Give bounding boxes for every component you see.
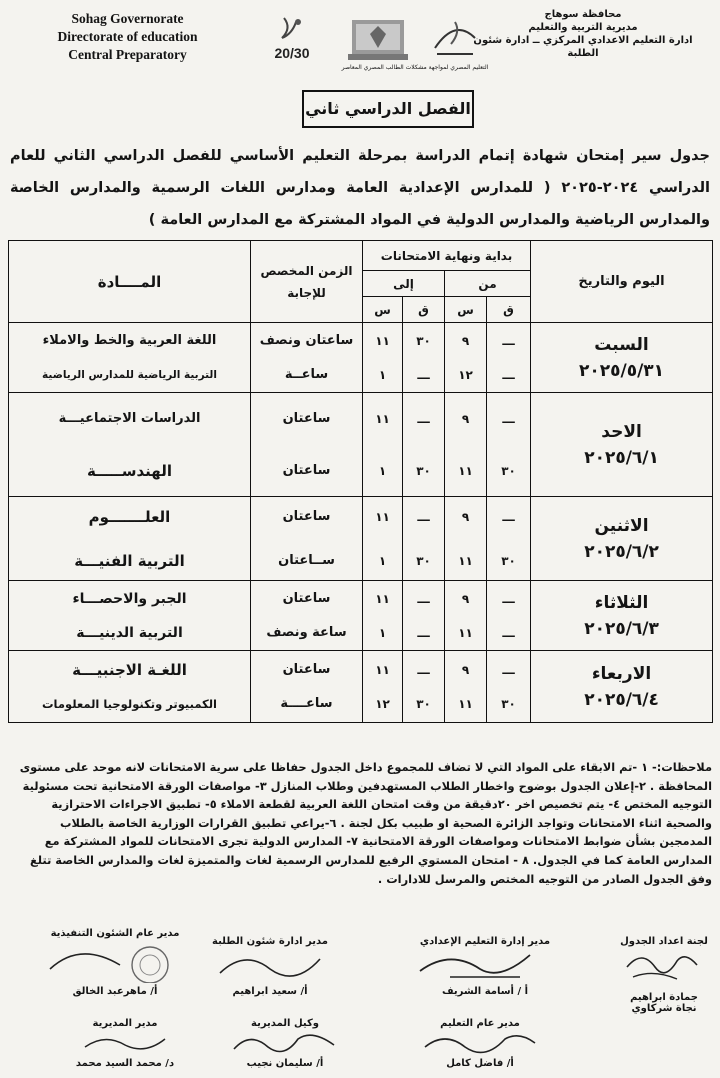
- signature-committee: [614, 936, 714, 1014]
- header-line: محافظة سوهاج: [544, 9, 622, 20]
- signature-name: جمادة ابراهيم: [630, 992, 698, 1003]
- egypt-eagle-logo: [338, 10, 418, 66]
- from-hour: ٩: [461, 333, 470, 348]
- from-minute: ٣٠: [501, 553, 516, 568]
- from-hour: ١١: [458, 696, 473, 711]
- day-date-cell: [531, 323, 713, 393]
- exam-date: ٢٠٢٥/٦/١: [584, 447, 659, 468]
- table-row: [9, 651, 713, 723]
- exam-date: ٢٠٢٥/٦/٣: [584, 618, 659, 639]
- subject: الجبر والاحصـــاء: [72, 590, 187, 607]
- header-line: Central Preparatory: [68, 47, 187, 62]
- to-hour: ١: [378, 367, 387, 382]
- to-hour: ١١: [375, 411, 390, 426]
- from-hour: ١١: [458, 463, 473, 478]
- handwritten-signature: [619, 947, 709, 985]
- duration: ساعتان: [282, 661, 331, 677]
- official-seal: [40, 939, 190, 983]
- handwritten-signature: [220, 1029, 350, 1055]
- to-minute: ـــ: [417, 367, 430, 382]
- day-name: السبت: [594, 334, 649, 355]
- header-line: ادارة التعليم الاعدادي المركزي ــ ادارة شئون الطلبة: [473, 35, 693, 59]
- to-hour: ١١: [375, 333, 390, 348]
- signature-title: مدير إدارة التعليم الإعدادي: [419, 936, 551, 947]
- signature-title: مدير ادارة شئون الطلبة: [212, 936, 328, 947]
- duration: ساعتان: [282, 410, 331, 426]
- to-minute: ـــ: [417, 591, 430, 606]
- header-english-block: [20, 10, 235, 64]
- subject: التربية الرياضية للمدارس الرياضية: [42, 368, 217, 381]
- to-minute: ٣٠: [416, 553, 431, 568]
- header-line: Directorate of education: [57, 29, 198, 44]
- day-date-cell: [531, 651, 713, 723]
- to-hour: ١: [378, 553, 387, 568]
- subject: الهندســـــة: [87, 461, 172, 480]
- table-row: [9, 581, 713, 651]
- from-minute: ـــ: [502, 591, 515, 606]
- signature-name: نجاة شركاوي: [631, 1003, 697, 1014]
- to-minute: ـــ: [417, 662, 430, 677]
- signature-title: مدير المديرية: [92, 1018, 158, 1029]
- from-minute: ٣٠: [501, 696, 516, 711]
- duration: ساعتان ونصف: [259, 332, 354, 348]
- exam-schedule-table: [8, 240, 713, 723]
- from-hour: ٩: [461, 411, 470, 426]
- subject: اللغة العربية والخط والاملاء: [42, 332, 217, 348]
- signature-title: مدير عام التعليم: [440, 1018, 520, 1029]
- signature-name: أ/ ماهرعبد الخالق: [72, 986, 158, 997]
- duration: ساعتان: [282, 590, 331, 606]
- from-hour: ١٢: [458, 367, 473, 382]
- logo-caption: التعليم المصري لمواجهة مشكلات الطالب المصري المعاصر: [341, 64, 489, 71]
- from-hour: ٩: [461, 662, 470, 677]
- header-line: مديرية التربية والتعليم: [528, 22, 638, 33]
- header-exam-range: بداية ونهاية الامتحانات: [363, 241, 531, 271]
- from-minute: ـــ: [502, 333, 515, 348]
- to-minute: ٣٠: [416, 333, 431, 348]
- to-hour: ١١: [375, 591, 390, 606]
- from-minute: ـــ: [502, 411, 515, 426]
- duration: ساعتان: [282, 508, 331, 524]
- day-date-cell: [531, 497, 713, 581]
- header-to: إلى: [363, 271, 445, 297]
- egypt-2030-logo: [262, 14, 322, 64]
- from-hour: ٩: [461, 591, 470, 606]
- to-minute: ـــ: [417, 625, 430, 640]
- subject: العلـــــــوم: [88, 507, 171, 526]
- semester-label: الفصل الدراسي ثاني: [302, 90, 474, 128]
- signature-name: أ/ فاضل كامل: [446, 1058, 514, 1069]
- from-hour: ١١: [458, 553, 473, 568]
- from-minute: ٣٠: [501, 463, 516, 478]
- signature-name: أ/ سعيد ابراهيم: [232, 986, 308, 997]
- header-duration: الزمن المخصص للإجابة: [251, 241, 363, 323]
- from-minute: ـــ: [502, 509, 515, 524]
- to-minute: ـــ: [417, 509, 430, 524]
- signature-general-director: [410, 1018, 550, 1069]
- day-name: الاربعاء: [591, 663, 652, 684]
- duration: ساعتان: [282, 462, 331, 478]
- notes-section: ملاحظات:- ١ -تم الابقاء على المواد التي لا تضاف للمجموع داخل الجدول حفاظا على سرية الامتحانات لانه موحد على مستوى المحافظة . ٢-إعلان الجدول بوضوح واخطار الطلاب المستهدفين وطلاب المنازل ٣- مواصفات الورقة الامتحانية تحت مسئولية التوجيه المختص ٤- يتم تخصيص اخر ٢٠دقيقة من وقت امتحان اللغة العربية لقطعة الاملاء ٥- تطبيق الاجراءات الاحترازية والصحية اثناء الامتحانات وتواجد الزائرة الصحية او طبيب بكل لجنة . ٦-يراعي تطبيق القرارات الوزارية الخاصة بالطلاب المدمجين بشأن ضوابط الامتحانات ومواصفات الورقة الامتحانية ٧- المدارس الدولية تجرى الامتحانات للمواد المشتركة مع المدارس العامة كما في الجدول. ٨ - امتحان المستوي الرفيع للمدارس الرسمية لغات والمتميزة لغات والمدارس الخاصة تتلغ وفق الجدول الصادر من التوجيه المختص والمرسل للادارات .: [19, 760, 712, 886]
- from-minute: ـــ: [502, 625, 515, 640]
- day-name: الاثنين: [594, 515, 649, 536]
- from-minute: ـــ: [502, 367, 515, 382]
- signature-directorate-head: [60, 1018, 190, 1069]
- header-line: Sohag Governorate: [71, 11, 184, 26]
- subject: التربية الفنيـــة: [74, 551, 185, 570]
- duration: ساعة ونصف: [266, 624, 347, 640]
- duration: ساعــة: [284, 366, 329, 382]
- day-date-cell: [531, 581, 713, 651]
- logo-2030-text: 20/30: [274, 45, 310, 61]
- subject: التربية الدينيـــة: [76, 624, 183, 641]
- header-from-hr: س: [445, 297, 487, 323]
- table-row: [9, 323, 713, 393]
- header-to-hr: س: [363, 297, 403, 323]
- signature-executive-director: [30, 928, 200, 997]
- signature-title: وكيل المديرية: [251, 1018, 319, 1029]
- signature-name: أ / أسامة الشريف: [441, 986, 529, 997]
- table-row: [9, 497, 713, 581]
- exam-date: ٢٠٢٥/٥/٣١: [579, 360, 665, 381]
- exam-date: ٢٠٢٥/٦/٤: [584, 689, 659, 710]
- signature-prep-director: [400, 936, 570, 997]
- duration: ســاعتان: [278, 552, 335, 568]
- handwritten-signature: [410, 947, 560, 983]
- from-hour: ١١: [458, 625, 473, 640]
- to-hour: ١: [378, 625, 387, 640]
- header-from: من: [445, 271, 531, 297]
- to-hour: ١: [378, 463, 387, 478]
- handwritten-signature: [200, 947, 340, 983]
- subject: الدراسات الاجتماعيـــة: [58, 410, 201, 426]
- header-from-min: ق: [487, 297, 531, 323]
- day-name: الثلاثاء: [594, 592, 649, 613]
- to-hour: ١١: [375, 509, 390, 524]
- day-name: الاحد: [601, 421, 642, 442]
- table-row: [9, 393, 713, 497]
- from-hour: ٩: [461, 509, 470, 524]
- exam-date: ٢٠٢٥/٦/٢: [584, 541, 659, 562]
- header-subject: المــــادة: [9, 241, 251, 323]
- header-arabic-block: [458, 8, 708, 60]
- signature-name: د/ محمد السيد محمد: [75, 1058, 175, 1069]
- header-to-min: ق: [403, 297, 445, 323]
- to-hour: ١٢: [375, 696, 390, 711]
- signature-deputy: [215, 1018, 355, 1069]
- header-day-date: اليوم والتاريخ: [531, 241, 713, 323]
- handwritten-signature: [415, 1029, 545, 1055]
- signature-name: أ/ سليمان نجيب: [246, 1058, 324, 1069]
- subject: الكمبيوتر وتكنولوجيا المعلومات: [42, 696, 217, 711]
- to-minute: ٣٠: [416, 463, 431, 478]
- duration: ساعــــة: [280, 695, 333, 711]
- day-date-cell: [531, 393, 713, 497]
- to-minute: ٣٠: [416, 696, 431, 711]
- signature-student-affairs: [190, 936, 350, 997]
- signature-title: لجنة اعداد الجدول: [620, 936, 708, 947]
- from-minute: ـــ: [502, 662, 515, 677]
- to-minute: ـــ: [417, 411, 430, 426]
- to-hour: ١١: [375, 662, 390, 677]
- signature-title: مدير عام الشئون التنفيذية: [50, 928, 180, 939]
- document-title: جدول سير إمتحان شهادة إتمام الدراسة بمرحلة التعليم الأساسي للفصل الدراسي الثاني للعام الدراسي ٢٠٢٤-٢٠٢٥ ( للمدارس الإعدادية العامة ومدارس اللغات الرسمية والمدارس الخاصة والمدارس الرياضية والمدارس الدولية في المواد المشتركة مع المدارس العامة ): [10, 148, 710, 228]
- subject: اللغـة الاجنبيـــة: [72, 660, 187, 679]
- handwritten-signature: [65, 1029, 185, 1055]
